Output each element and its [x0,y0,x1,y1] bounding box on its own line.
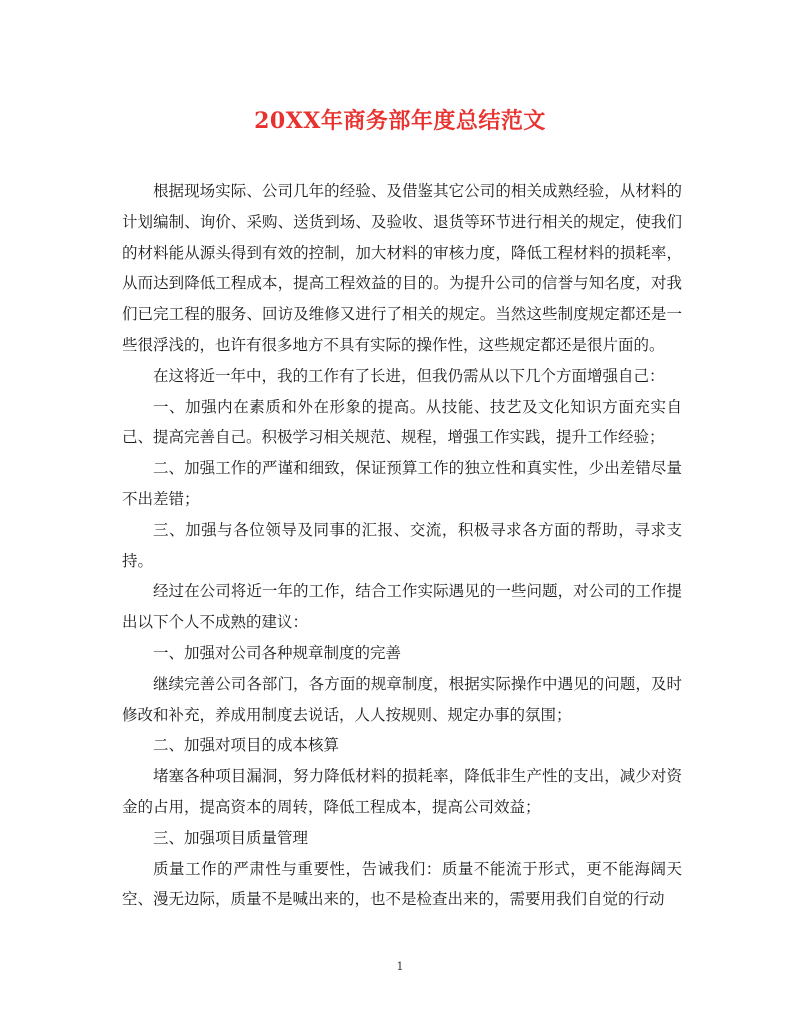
paragraph-suggestion-2: 堵塞各种项目漏洞，努力降低材料的损耗率，降低非生产性的支出，减少对资金的占用，提高资本的周转，降低工程成本，提高公司效益； [122,767,682,816]
paragraph-improvement-1: 一、加强内在素质和外在形象的提高。从技能、技艺及文化知识方面充实自己、提高完善自己。积极学习相关规范、规程，增强工作实践，提升工作经验； [122,397,682,447]
paragraph-improvement-2: 二、加强工作的严谨和细致，保证预算工作的独立性和真实性，少出差错尽量不出差错； [122,459,682,508]
paragraph-intro: 根据现场实际、公司几年的经验、及借鉴其它公司的相关成熟经验，从材料的计划编制、询价、采购、送货到场、及验收、退货等环节进行相关的规定，使我们的材料能从源头得到有效的控制，加大材料的审核力度，降低工程材料的损耗率，从而达到降低工程成本，提高工程效益的目的。为提升公司的信誉与知名度，对我们已完工程的服务、回访及维修又进行了相关的规定。当然这些制度规定都还是一些很浮浅的，也许有很多地方不具有实际的操作性，这些规定都还是很片面的。 [122,182,682,354]
paragraph-suggestion-1: 继续完善公司各部门，各方面的规章制度，根据实际操作中遇见的问题，及时修改和补充，养成用制度去说话，人人按规则、规定办事的氛围； [122,674,682,724]
document-body [122,176,682,915]
paragraph-suggestion-3: 质量工作的严肃性与重要性，告诫我们：质量不能流于形式，更不能海阔天空、漫无边际，质量不是喊出来的，也不是检查出来的，需要用我们自觉的行动 [122,859,682,909]
paragraph-suggestions-lead: 经过在公司将近一年的工作，结合工作实际遇见的一些问题，对公司的工作提出以下个人不成熟的建议： [122,582,682,632]
paragraph-improvement-3: 三、加强与各位领导及同事的汇报、交流，积极寻求各方面的帮助，寻求支持。 [122,520,682,570]
page-number: 1 [396,960,404,973]
paragraph-self-improvement-lead: 在这将近一年中，我的工作有了长进，但我仍需从以下几个方面增强自己： [153,366,665,385]
document-title: 20XX年商务部年度总结范文 [254,108,546,134]
heading-suggestion-3: 三、加强项目质量管理 [153,828,309,847]
heading-suggestion-1: 一、加强对公司各种规章制度的完善 [153,643,402,662]
heading-suggestion-2: 二、加强对项目的成本核算 [153,736,340,755]
